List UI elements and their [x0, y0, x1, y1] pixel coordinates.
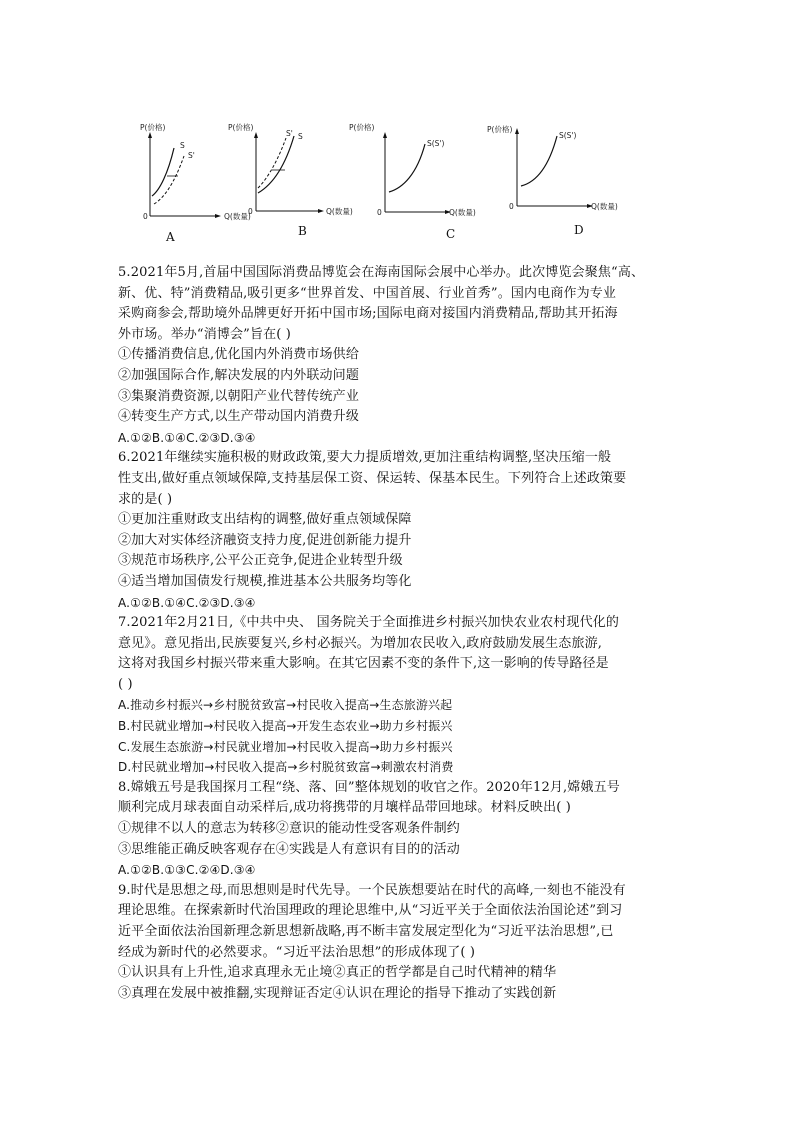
q6-line-3: 求的是( )	[118, 491, 173, 507]
graph-c-letter: C	[446, 227, 456, 241]
graph-d	[485, 118, 618, 243]
q9-line-4: 经成为新时代的必然要求。“习近平法治思想”的形成体现了( )	[118, 944, 476, 960]
graph-a-s-label: S	[180, 141, 185, 150]
graph-b-s-label: S	[298, 132, 303, 141]
q9-line-3: 近平全面依法治国新理念新思想新战略,再不断丰富发展定型化为“习近平法治思想”,已	[118, 924, 614, 939]
q5-option-2: ②加强国际合作,解决发展的内外联动问题	[118, 367, 359, 383]
questions	[118, 263, 678, 1004]
q7-option-d: D.村民就业增加→村民收入提高→乡村脱贫致富→刺激农村消费	[118, 760, 454, 775]
graph-b-p-label: P(价格)	[228, 123, 254, 132]
q5-line-4: 外市场。举办“消博会”旨在( )	[118, 326, 291, 342]
graph-a-p-label: P(价格)	[140, 123, 166, 132]
q8-option-1: ①规律不以人的意志为转移②意识的能动性受客观条件制约	[118, 821, 460, 837]
graph-d-s-label: S(S')	[559, 131, 577, 140]
graph-a-letter: A	[166, 230, 175, 244]
graph-b-origin: 0	[248, 207, 253, 216]
q9-line-2: 理论思维。在探索新时代治国理政的理论思维中,从“习近平关于全面依法治国论述”到习	[118, 903, 623, 919]
graph-c-q-label: Q(数量)	[449, 208, 476, 217]
q5-line-1: 5.2021年5月,首届中国国际消费品博览会在海南国际会展中心举办。此次博览会聚焦“高、	[118, 265, 645, 280]
q7-line-3: 这将对我国乡村振兴带来重大影响。在其它因素不变的条件下,这一影响的传导路径是	[118, 656, 609, 672]
graph-c-svg	[345, 118, 476, 243]
q6-line-1: 6.2021年继续实施积极的财政政策,要大力提质增效,更加注重结构调整,坚决压缩一般	[118, 450, 612, 466]
graph-a-q-label: Q(数量)	[224, 212, 251, 221]
graph-c-origin: 0	[377, 208, 382, 217]
graph-b-s2-label: S'	[286, 129, 293, 138]
graph-a-origin: 0	[143, 212, 148, 221]
graph-b-svg	[228, 118, 353, 243]
graph-d-origin: 0	[509, 202, 514, 211]
q7-line-1: 7.2021年2月21日,《中共中央、 国务院关于全面推进乡村振兴加快农业农村现代化的	[118, 615, 620, 631]
q8-answers: A.①②B.①③C.②④D.③④	[118, 863, 256, 878]
q7-option-b: B.村民就业增加→村民收入提高→开发生态农业→助力乡村振兴	[118, 719, 453, 734]
graph-d-q-label: Q(数量)	[591, 202, 618, 211]
q7-line-2: 意见》。意见指出,民族要复兴,乡村必振兴。为增加农民收入,政府鼓励发展生态旅游,	[118, 635, 603, 651]
graph-b-q-label: Q(数量)	[326, 207, 353, 216]
q6-option-4: ④适当增加国债发行规模,推进基本公共服务均等化	[118, 573, 412, 589]
q6-line-2: 性支出,做好重点领域保障,支持基层保工资、保运转、保基本民生。下列符合上述政策要	[118, 470, 627, 486]
q7-option-a: A.推动乡村振兴→乡村脱贫致富→村民收入提高→生态旅游兴起	[118, 698, 453, 713]
q9-option-2: ③真理在发展中被推翻,实现辩证否定④认识在理论的指导下推动了实践创新	[118, 985, 557, 1001]
q6-option-2: ②加大对实体经济融资支持力度,促进创新能力提升	[118, 532, 412, 548]
q5-option-4: ④转变生产方式,以生产带动国内消费升级	[118, 409, 359, 425]
q6-option-3: ③规范市场秩序,公平公正竞争,促进企业转型升级	[118, 553, 403, 569]
q8-line-2: 顺利完成月球表面自动采样后,成功将携带的月壤样品带回地球。材料反映出( )	[118, 800, 571, 816]
graph-b-letter: B	[298, 224, 307, 238]
q9-option-1: ①认识具有上升性,追求真理永无止境②真正的哲学都是自己时代精神的精华	[118, 965, 557, 981]
q6-option-1: ①更加注重财政支出结构的调整,做好重点领域保障	[118, 512, 412, 528]
q5-answers: A.①②B.①④C.②③D.③④	[118, 430, 256, 445]
q6-answers: A.①②B.①④C.②③D.③④	[118, 595, 256, 610]
graph-d-svg	[485, 118, 618, 243]
q8-option-2: ③思维能正确反映客观存在④实践是人有意识有目的的活动	[118, 841, 460, 857]
q5-line-2: 新、优、特”消费精品,吸引更多“世界首发、中国首展、行业首秀”。国内电商作为专业	[118, 285, 617, 301]
q9-line-1: 9.时代是思想之母,而思想则是时代先导。一个民族想要站在时代的高峰,一刻也不能没有	[118, 882, 626, 898]
q7-option-c: C.发展生态旅游→村民就业增加→村民收入提高→助力乡村振兴	[118, 739, 453, 754]
q7-line-4: ( )	[118, 676, 133, 692]
graph-b	[228, 118, 353, 243]
q5-line-3: 采购商参会,帮助境外品牌更好开拓中国市场;国际电商对接国内消费精品,帮助其开拓海	[118, 306, 618, 322]
graph-d-p-label: P(价格)	[487, 125, 513, 134]
supply-graphs	[140, 118, 660, 248]
graph-c	[345, 118, 476, 243]
graph-d-letter: D	[574, 223, 584, 237]
q8-line-1: 8.嫦娥五号是我国探月工程“绕、落、回”整体规划的收官之作。2020年12月,嫦娥五号	[118, 779, 620, 795]
graph-a-s2-label: S'	[188, 151, 195, 160]
q5-option-3: ③集聚消费资源,以朝阳产业代替传统产业	[118, 388, 359, 404]
graph-c-p-label: P(价格)	[349, 123, 375, 132]
graph-c-s-label: S(S')	[427, 139, 445, 148]
q5-option-1: ①传播消费信息,优化国内外消费市场供给	[118, 347, 359, 363]
